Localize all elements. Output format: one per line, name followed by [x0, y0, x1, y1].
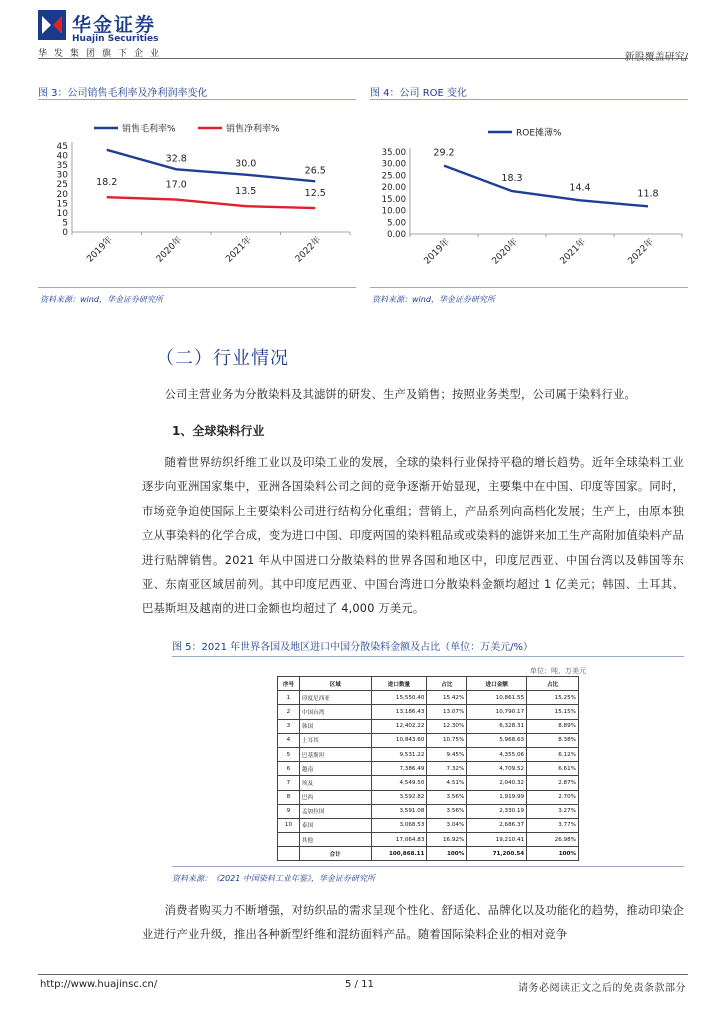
data-label: 26.5: [304, 165, 326, 177]
table-row: [278, 691, 579, 705]
section-paragraph-2: 消费者购买力不断增强，对纺织品的需求呈现个性化、舒适化、品牌化以及功能化的趋势，推动印染企业进行产业升级，推出各种新型纤维和混纺面料产品。随着国际染料企业的相对竞争: [142, 904, 684, 942]
cell-amount-share: 15.25%: [527, 691, 579, 705]
table-row: [278, 747, 579, 761]
cell-quantity-share: 12.30%: [427, 719, 467, 733]
y-tick-label: 0.00: [387, 230, 406, 240]
cell-quantity: 10,843.60: [371, 733, 427, 747]
cell-index: 5: [278, 747, 300, 761]
y-tick-label: 30.00: [381, 159, 406, 170]
y-tick-label: 45: [56, 142, 68, 152]
footer-url: http://www.huajinsc.cn/: [40, 979, 158, 990]
sub-title: 1、全球染料行业: [172, 424, 265, 438]
col-header-region: 区域: [299, 677, 371, 691]
cell-quantity-share: 4.51%: [427, 776, 467, 790]
y-tick-label: 5.00: [387, 218, 406, 229]
data-label: 12.5: [304, 188, 326, 200]
table-row: [278, 705, 579, 719]
cell-amount-share: 26.98%: [527, 833, 579, 847]
cell-index: [278, 847, 300, 861]
cell-amount-share: 3.27%: [527, 804, 579, 818]
col-header-index: 序号: [278, 677, 300, 691]
cell-amount-share: 6.61%: [527, 762, 579, 776]
figure4-rule: [370, 99, 688, 100]
y-tick-label: 5: [62, 218, 68, 229]
y-tick-label: 35: [56, 161, 68, 172]
disclaimer-note: 请务必阅读正文之后的免责条款部分: [518, 983, 686, 994]
col-header-amount: 进口金额: [467, 677, 527, 691]
data-label: 11.8: [637, 188, 659, 200]
table-unit: 单位：吨、万美元: [530, 667, 586, 675]
cell-quantity-share: 3.56%: [427, 804, 467, 818]
figure5-title: 图 5：2021 年世界各国及地区进口中国分散染料金额及占比（单位：万美元/%）: [172, 642, 534, 653]
cell-amount-share: 2.87%: [527, 776, 579, 790]
section-intro: 公司主营业务为分散染料及其滤饼的研发、生产及销售；按照业务类型，公司属于染料行业。: [164, 388, 636, 401]
cell-quantity: 13,186.43: [371, 705, 427, 719]
cell-amount: 6,328.31: [467, 719, 527, 733]
cell-amount-share: 8.38%: [527, 733, 579, 747]
cell-quantity: 3,592.82: [371, 790, 427, 804]
cell-amount: 4,709.52: [467, 762, 527, 776]
table-row: [278, 804, 579, 818]
cell-region: 其他: [299, 833, 371, 847]
cell-amount: 19,210.41: [467, 833, 527, 847]
cell-quantity-share: 15.42%: [427, 691, 467, 705]
cell-amount-share: 6.12%: [527, 747, 579, 761]
series-line-0: [444, 166, 648, 207]
data-label: 18.2: [96, 177, 118, 189]
cell-quantity-share: 100%: [427, 847, 467, 861]
figure3-bottom-rule: [38, 287, 356, 288]
cell-amount-share: 3.77%: [527, 818, 579, 832]
data-label: 29.2: [433, 147, 455, 159]
y-tick-label: 20.00: [381, 183, 406, 194]
cell-amount-share: 15.15%: [527, 705, 579, 719]
cell-index: 7: [278, 776, 300, 790]
x-tick-label: 2019年: [85, 235, 115, 265]
data-label: 30.0: [235, 158, 257, 170]
cell-index: 2: [278, 705, 300, 719]
y-tick-label: 10.00: [381, 206, 406, 217]
cell-index: 1: [278, 691, 300, 705]
report-type: 新股覆盖研究/: [624, 52, 688, 63]
cell-index: 3: [278, 719, 300, 733]
margin-chart: [38, 112, 356, 284]
figure3-source: 资料来源：wind，华金证券研究所: [40, 295, 163, 304]
cell-quantity-share: 10.75%: [427, 733, 467, 747]
cell-quantity: 7,386.49: [371, 762, 427, 776]
import-table: [277, 676, 579, 861]
x-tick-label: 2020年: [154, 235, 185, 265]
cell-region: 韩国: [299, 719, 371, 733]
table-row: [278, 762, 579, 776]
cell-quantity-share: 13.07%: [427, 705, 467, 719]
cell-index: 9: [278, 804, 300, 818]
cell-region: 巴基斯坦: [299, 747, 371, 761]
cell-amount: 1,919.99: [467, 790, 527, 804]
cell-region: 巴西: [299, 790, 371, 804]
y-tick-label: 15: [56, 199, 68, 210]
y-tick-label: 0: [62, 228, 68, 238]
page-header: [38, 8, 688, 68]
cell-index: [278, 833, 300, 847]
slogan: 华发集团旗下企业: [38, 49, 167, 59]
roe-chart: [370, 112, 688, 284]
cell-quantity: 3,068.53: [371, 818, 427, 832]
figure4-bottom-rule: [370, 287, 688, 288]
series-line-1: [107, 197, 316, 208]
cell-region: 埃及: [299, 776, 371, 790]
data-label: 13.5: [235, 186, 257, 198]
table-row: [278, 818, 579, 832]
cell-amount: 2,686.37: [467, 818, 527, 832]
x-tick-label: 2021年: [558, 237, 589, 267]
cell-quantity: 4,549.50: [371, 776, 427, 790]
cell-amount: 10,790.17: [467, 705, 527, 719]
table-header-row: [278, 677, 579, 691]
cell-region: 泰国: [299, 818, 371, 832]
cell-quantity-share: 7.32%: [427, 762, 467, 776]
huajin-logo-icon: [38, 10, 66, 40]
figure5-rule: [172, 656, 684, 657]
legend-label: 销售毛利率%: [122, 124, 176, 135]
figure4-source: 资料来源：wind，华金证券研究所: [372, 295, 495, 304]
cell-quantity: 3,591.08: [371, 804, 427, 818]
y-tick-label: 25: [56, 180, 68, 191]
cell-quantity: 15,550.40: [371, 691, 427, 705]
figure4-title: 图 4：公司 ROE 变化: [370, 88, 468, 99]
table-row: [278, 833, 579, 847]
cell-amount: 2,330.19: [467, 804, 527, 818]
logo-cn-text: 华金证券: [72, 14, 157, 36]
cell-quantity-share: 9.45%: [427, 747, 467, 761]
x-tick-label: 2022年: [626, 237, 657, 267]
y-tick-label: 10: [56, 208, 68, 219]
cell-quantity: 12,402.22: [371, 719, 427, 733]
y-tick-label: 20: [56, 189, 68, 200]
cell-amount: 10,861.55: [467, 691, 527, 705]
cell-region: 中国台湾: [299, 705, 371, 719]
col-header-quantity: 进口数量: [371, 677, 427, 691]
page-number: 5 / 11: [345, 979, 374, 990]
cell-quantity: 9,531.22: [371, 747, 427, 761]
table-row: [278, 776, 579, 790]
cell-index: 4: [278, 733, 300, 747]
cell-quantity-share: 3.04%: [427, 818, 467, 832]
cell-amount-share: 100%: [527, 847, 579, 861]
header-divider: [38, 58, 688, 59]
cell-index: 8: [278, 790, 300, 804]
cell-amount-share: 2.70%: [527, 790, 579, 804]
cell-amount: 4,355.06: [467, 747, 527, 761]
data-label: 32.8: [165, 153, 187, 165]
col-header-amount-share: 占比: [527, 677, 579, 691]
series-line-0: [107, 150, 316, 182]
cell-quantity: 100,868.11: [371, 847, 427, 861]
figure3-title: 图 3：公司销售毛利率及净利润率变化: [38, 88, 208, 99]
table-row: [278, 790, 579, 804]
cell-quantity-share: 16.92%: [427, 833, 467, 847]
cell-index: 6: [278, 762, 300, 776]
data-label: 18.3: [501, 173, 523, 185]
data-label: 17.0: [165, 179, 187, 191]
y-tick-label: 35.00: [381, 148, 406, 158]
cell-quantity: 17,064.83: [371, 833, 427, 847]
section-title: （二）行业情况: [156, 348, 289, 369]
x-tick-label: 2021年: [224, 235, 254, 265]
legend-label: 销售净利率%: [226, 124, 280, 135]
figure5-source: 资料来源：《2021 中国染料工业年鉴》，华金证券研究所: [172, 874, 375, 883]
y-tick-label: 40: [56, 151, 68, 162]
cell-region: 合计: [299, 847, 371, 861]
cell-amount: 5,968.63: [467, 733, 527, 747]
y-tick-label: 30: [56, 170, 68, 181]
cell-amount-share: 8.89%: [527, 719, 579, 733]
y-tick-label: 25.00: [381, 171, 406, 182]
cell-amount: 71,200.54: [467, 847, 527, 861]
cell-region: 印度尼西亚: [299, 691, 371, 705]
x-tick-label: 2022年: [293, 235, 324, 265]
cell-region: 孟加拉国: [299, 804, 371, 818]
cell-region: 越南: [299, 762, 371, 776]
x-tick-label: 2019年: [422, 237, 453, 267]
table-row: [278, 733, 579, 747]
legend-label: ROE摊薄%: [516, 128, 562, 139]
cell-quantity-share: 3.56%: [427, 790, 467, 804]
figure5-bottom-rule: [172, 866, 684, 867]
figure3-rule: [38, 99, 356, 100]
footer-divider: [38, 974, 688, 975]
table-row: [278, 719, 579, 733]
data-label: 14.4: [569, 182, 591, 194]
col-header-quantity-share: 占比: [427, 677, 467, 691]
section-paragraph-1: 随着世界纺织纤维工业以及印染工业的发展，全球的染料行业保持平稳的增长趋势。近年全球染料工业逐步向亚洲国家集中，亚洲各国染料公司之间的竞争逐渐开始显现，主要集中在中国、印度等国家。同时，市场竞争迫使国际上主要染料公司进行结构分化重组；营销上，产品系列向高档化发展；生产上，由原本独立从事染料的化学合成，变为进口中国、印度两国的染料粗品或或染料的滤饼来加工生产高附加值染料产品进行贴牌销售。2021 年从中国进口分散染料的世界各国和地区中，印度尼西亚、中国台湾以及韩国等东亚、东南亚区域居前列。其中印度尼西亚、中国台湾进口分散染料金额均超过 1 亿美元；韩国、土耳其、巴基斯坦及越南的进口金额也均超过了 4,000 万美元。: [142, 456, 684, 616]
table-total-row: [278, 847, 579, 861]
cell-index: 10: [278, 818, 300, 832]
y-tick-label: 15.00: [381, 194, 406, 205]
cell-region: 土耳其: [299, 733, 371, 747]
logo-en-text: Huajin Securities: [72, 34, 159, 44]
cell-amount: 2,040.32: [467, 776, 527, 790]
x-tick-label: 2020年: [490, 237, 521, 267]
